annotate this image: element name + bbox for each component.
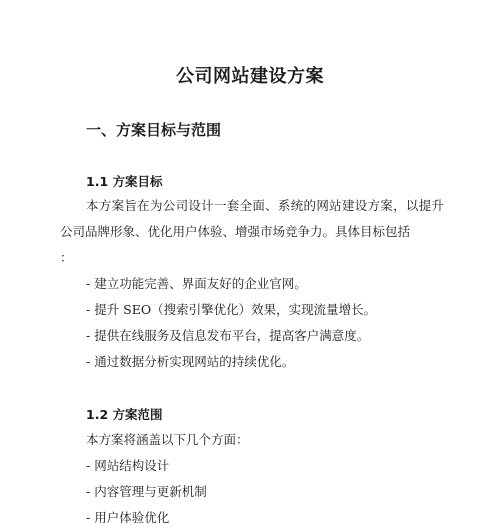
scope-list-item: - 内容管理与更新机制 bbox=[86, 484, 207, 499]
goal-paragraph: 本方案旨在为公司设计一套全面、系统的网站建设方案，以提升公司品牌形象、优化用户体验、增强市场竞争力。具体目标包括 bbox=[60, 198, 444, 239]
goal-list-item: - 提升 SEO（搜索引擎优化）效果，实现流量增长。 bbox=[86, 302, 377, 317]
goal-list-item: - 通过数据分析实现网站的持续优化。 bbox=[86, 354, 295, 369]
subsection-heading-1-2: 1.2 方案范围 bbox=[86, 407, 163, 422]
document-title: 公司网站建设方案 bbox=[176, 66, 324, 87]
section-heading-1: 一、方案目标与范围 bbox=[86, 121, 222, 139]
goal-list-item: - 提供在线服务及信息发布平台，提高客户满意度。 bbox=[86, 328, 370, 343]
goal-paragraph-colon: ： bbox=[60, 250, 73, 265]
scope-list-item: - 用户体验优化 bbox=[86, 510, 170, 525]
goal-list-item: - 建立功能完善、界面友好的企业官网。 bbox=[86, 276, 307, 291]
scope-paragraph: 本方案将涵盖以下几个方面： bbox=[86, 432, 249, 447]
scope-list-item: - 网站结构设计 bbox=[86, 458, 170, 473]
subsection-heading-1-1: 1.1 方案目标 bbox=[86, 174, 163, 189]
